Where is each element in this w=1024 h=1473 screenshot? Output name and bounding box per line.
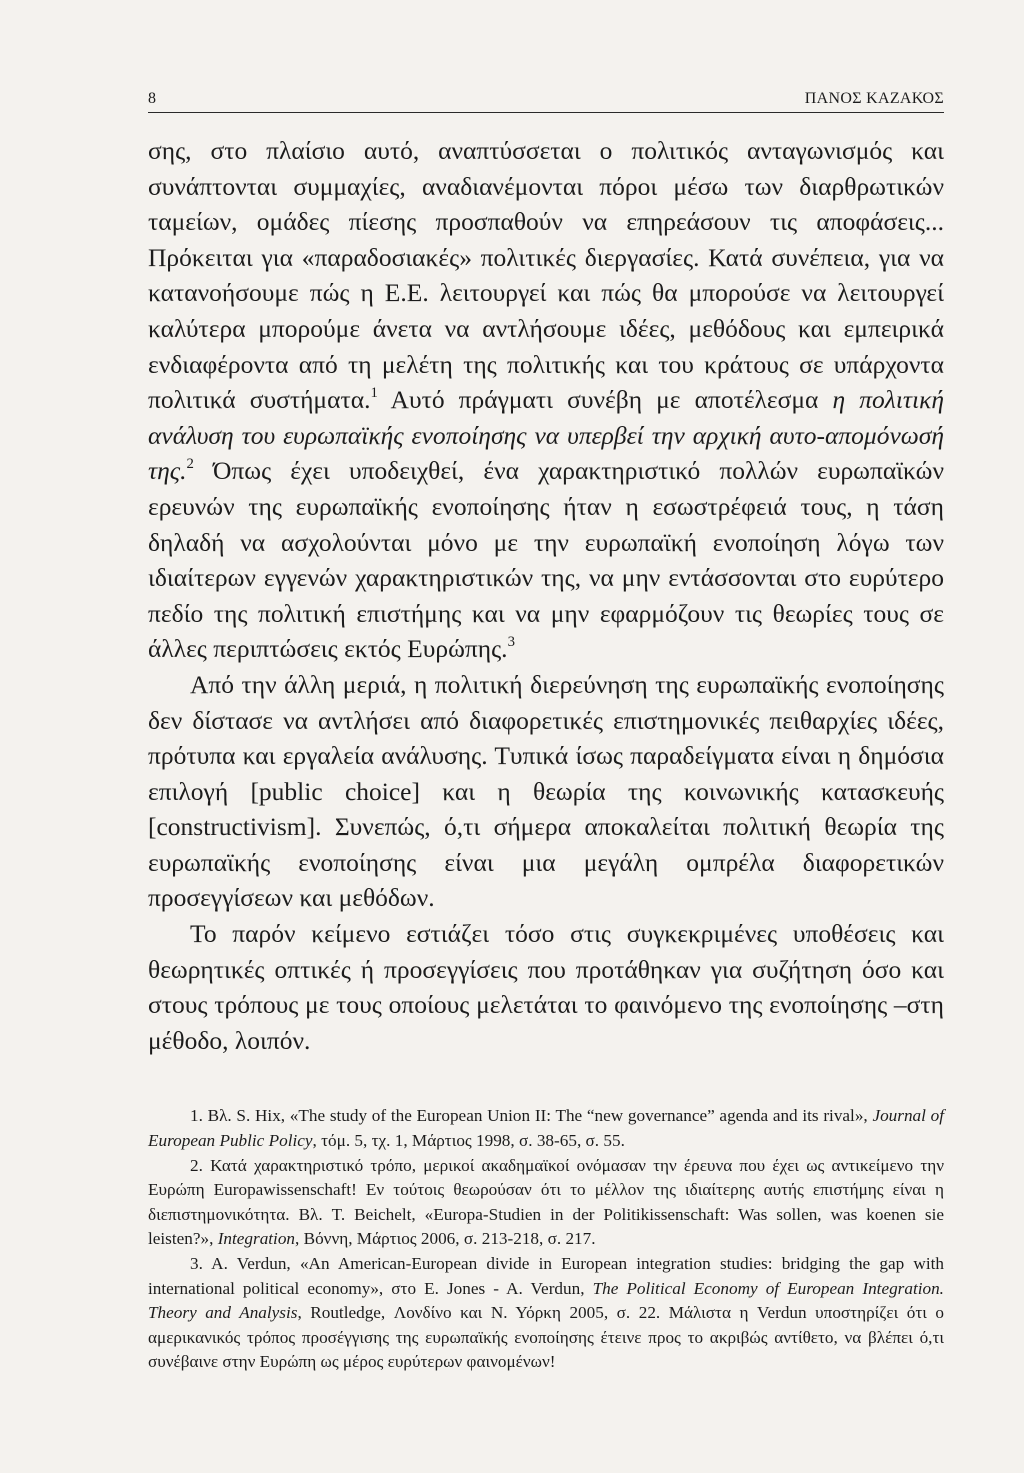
footnote-2 xyxy=(148,1154,944,1252)
paragraph-3: Το παρόν κείμενο εστιάζει τόσο στις συγκεκριμένες υποθέσεις και θεωρητικές οπτικές ή προσεγγίσεις που προτάθηκαν για συζήτηση όσο και στους τρόπους με τους οποίους μελετάται το φαινόμενο της ενοποίησης –στη μέθοδο, λοιπόν. xyxy=(148,919,944,1055)
paragraph-1-italic: η πολιτική ανάλυση του ευρωπαϊκής ενοποίησης να υπερβεί την αρχική αυτο-απομόνωσή της. xyxy=(148,385,944,486)
paragraph-1-text-a: σης, στο πλαίσιο αυτό, αναπτύσσεται ο πολιτικός ανταγωνισμός και συνάπτονται συμμαχίες, αναδιανέμονται πόροι μέσω των διαρθρωτικών ταμείων, ομάδες πίεσης προσπαθούν να επηρεάσουν τις αποφάσεις... Πρόκειται για «παραδοσιακές» πολιτικές διεργασίες. Κατά συνέπεια, για να κατανοήσουμε πώς η Ε.Ε. λειτουργεί και πώς θα μπορούσε να λειτουργεί καλύτερα μπορούμε άνετα να αντλήσουμε ιδέες, μεθόδους και εμπειρικά ενδιαφέροντα από τη μελέτη της πολιτικής και του κράτους σε υπάρχοντα πολιτικά συστήματα. xyxy=(148,136,944,415)
page-number: 8 xyxy=(148,90,157,107)
footnotes xyxy=(148,1104,944,1375)
running-head xyxy=(148,90,944,113)
footnote-2-text-b: , Βόννη, Μάρτιος 2006, σ. 213-218, σ. 217. xyxy=(295,1229,596,1249)
footnote-ref-1: 1 xyxy=(370,385,378,402)
footnote-3-text-a: 3. A. Verdun, «An American-European divide in European integration studies: bridging the gap with international political economy», στο E. Jones - A. Verdun, xyxy=(148,1254,944,1298)
running-title: ΠΑΝΟΣ ΚΑΖΑΚΟΣ xyxy=(804,90,944,107)
main-text xyxy=(148,133,944,1058)
footnote-1-journal: Journal of European Public Policy xyxy=(148,1106,944,1151)
paragraph-1 xyxy=(148,133,944,667)
footnote-1-text-a: 1. Βλ. S. Hix, «The study of the European Union II: The “new governance” agenda and its rival», xyxy=(190,1106,873,1126)
footnote-ref-3: 3 xyxy=(507,634,515,651)
paragraph-1-text-b: Αυτό πράγματι συνέβη με αποτέλεσμα xyxy=(377,385,833,415)
footnote-2-text-a: 2. Κατά χαρακτηριστικό τρόπο, μερικοί ακαδημαϊκοί ονόμασαν την έρευνα που έχει ως αντικείμενο την Ευρώπη Europawissenschaft! Εν τούτοις θεωρούσαν ότι το μέλλον της ιδιαίτερης αυτής επιστήμης είναι η διεπιστημονικότητα. Βλ. T. Beichelt, «Europa-Studien in der Politikissenschaft: Was sollen, was koenen sie leisten?», xyxy=(148,1155,944,1249)
footnote-ref-2: 2 xyxy=(186,456,194,473)
footnote-3 xyxy=(148,1252,944,1375)
footnote-2-journal: Integration xyxy=(217,1229,296,1249)
paragraph-1-text-c: Όπως έχει υποδειχθεί, ένα χαρακτηριστικό πολλών ευρωπαϊκών ερευνών της ευρωπαϊκής ενοποίησης ήταν η εσωστρέφειά τους, η τάση δηλαδή να ασχολούνται μόνο με την ευρωπαϊκή ενοποίηση λόγω των ιδιαίτερων εγγενών χαρακτηριστικών της, να μην εντάσσονται στο ευρύτερο πεδίο της πολιτική επιστήμης και να μην εφαρμόζουν τις θεωρίες τους σε άλλες περιπτώσεις εκτός Ευρώπης. xyxy=(148,456,944,664)
footnote-1-text-b: , τόμ. 5, τχ. 1, Μάρτιος 1998, σ. 38-65, σ. 55. xyxy=(312,1131,625,1151)
footnote-3-text-b: , Routledge, Λονδίνο και Ν. Υόρκη 2005, σ. 22. Μάλιστα η Verdun υποστηρίζει ότι ο αμερικανικός τρόπος προσέγγισης της ευρωπαϊκής ενοποίησης έτεινε προς το ακριβώς αντίθετο, να βλέπει ό,τι συνέβαινε στην Ευρώπη ως μέρος ευρύτερων φαινομένων! xyxy=(148,1303,944,1372)
footnote-1 xyxy=(148,1104,944,1153)
footnote-3-book-title: The Political Economy of European Integration. Theory and Analysis xyxy=(148,1278,944,1323)
paragraph-2: Από την άλλη μεριά, η πολιτική διερεύνηση της ευρωπαϊκής ενοποίησης δεν δίστασε να αντλήσει από διαφορετικές επιστημονικές πειθαρχίες ιδέες, πρότυπα και εργαλεία ανάλυσης. Τυπικά ίσως παραδείγματα είναι η δημόσια επιλογή [public choice] και η θεωρία της κοινωνικής κατασκευής [constructivism]. Συνεπώς, ό,τι σήμερα αποκαλείται πολιτική θεωρία της ευρωπαϊκής ενοποίησης είναι μια μεγάλη ομπρέλα διαφορετικών προσεγγίσεων και μεθόδων. xyxy=(148,669,944,913)
book-page xyxy=(148,90,944,1375)
